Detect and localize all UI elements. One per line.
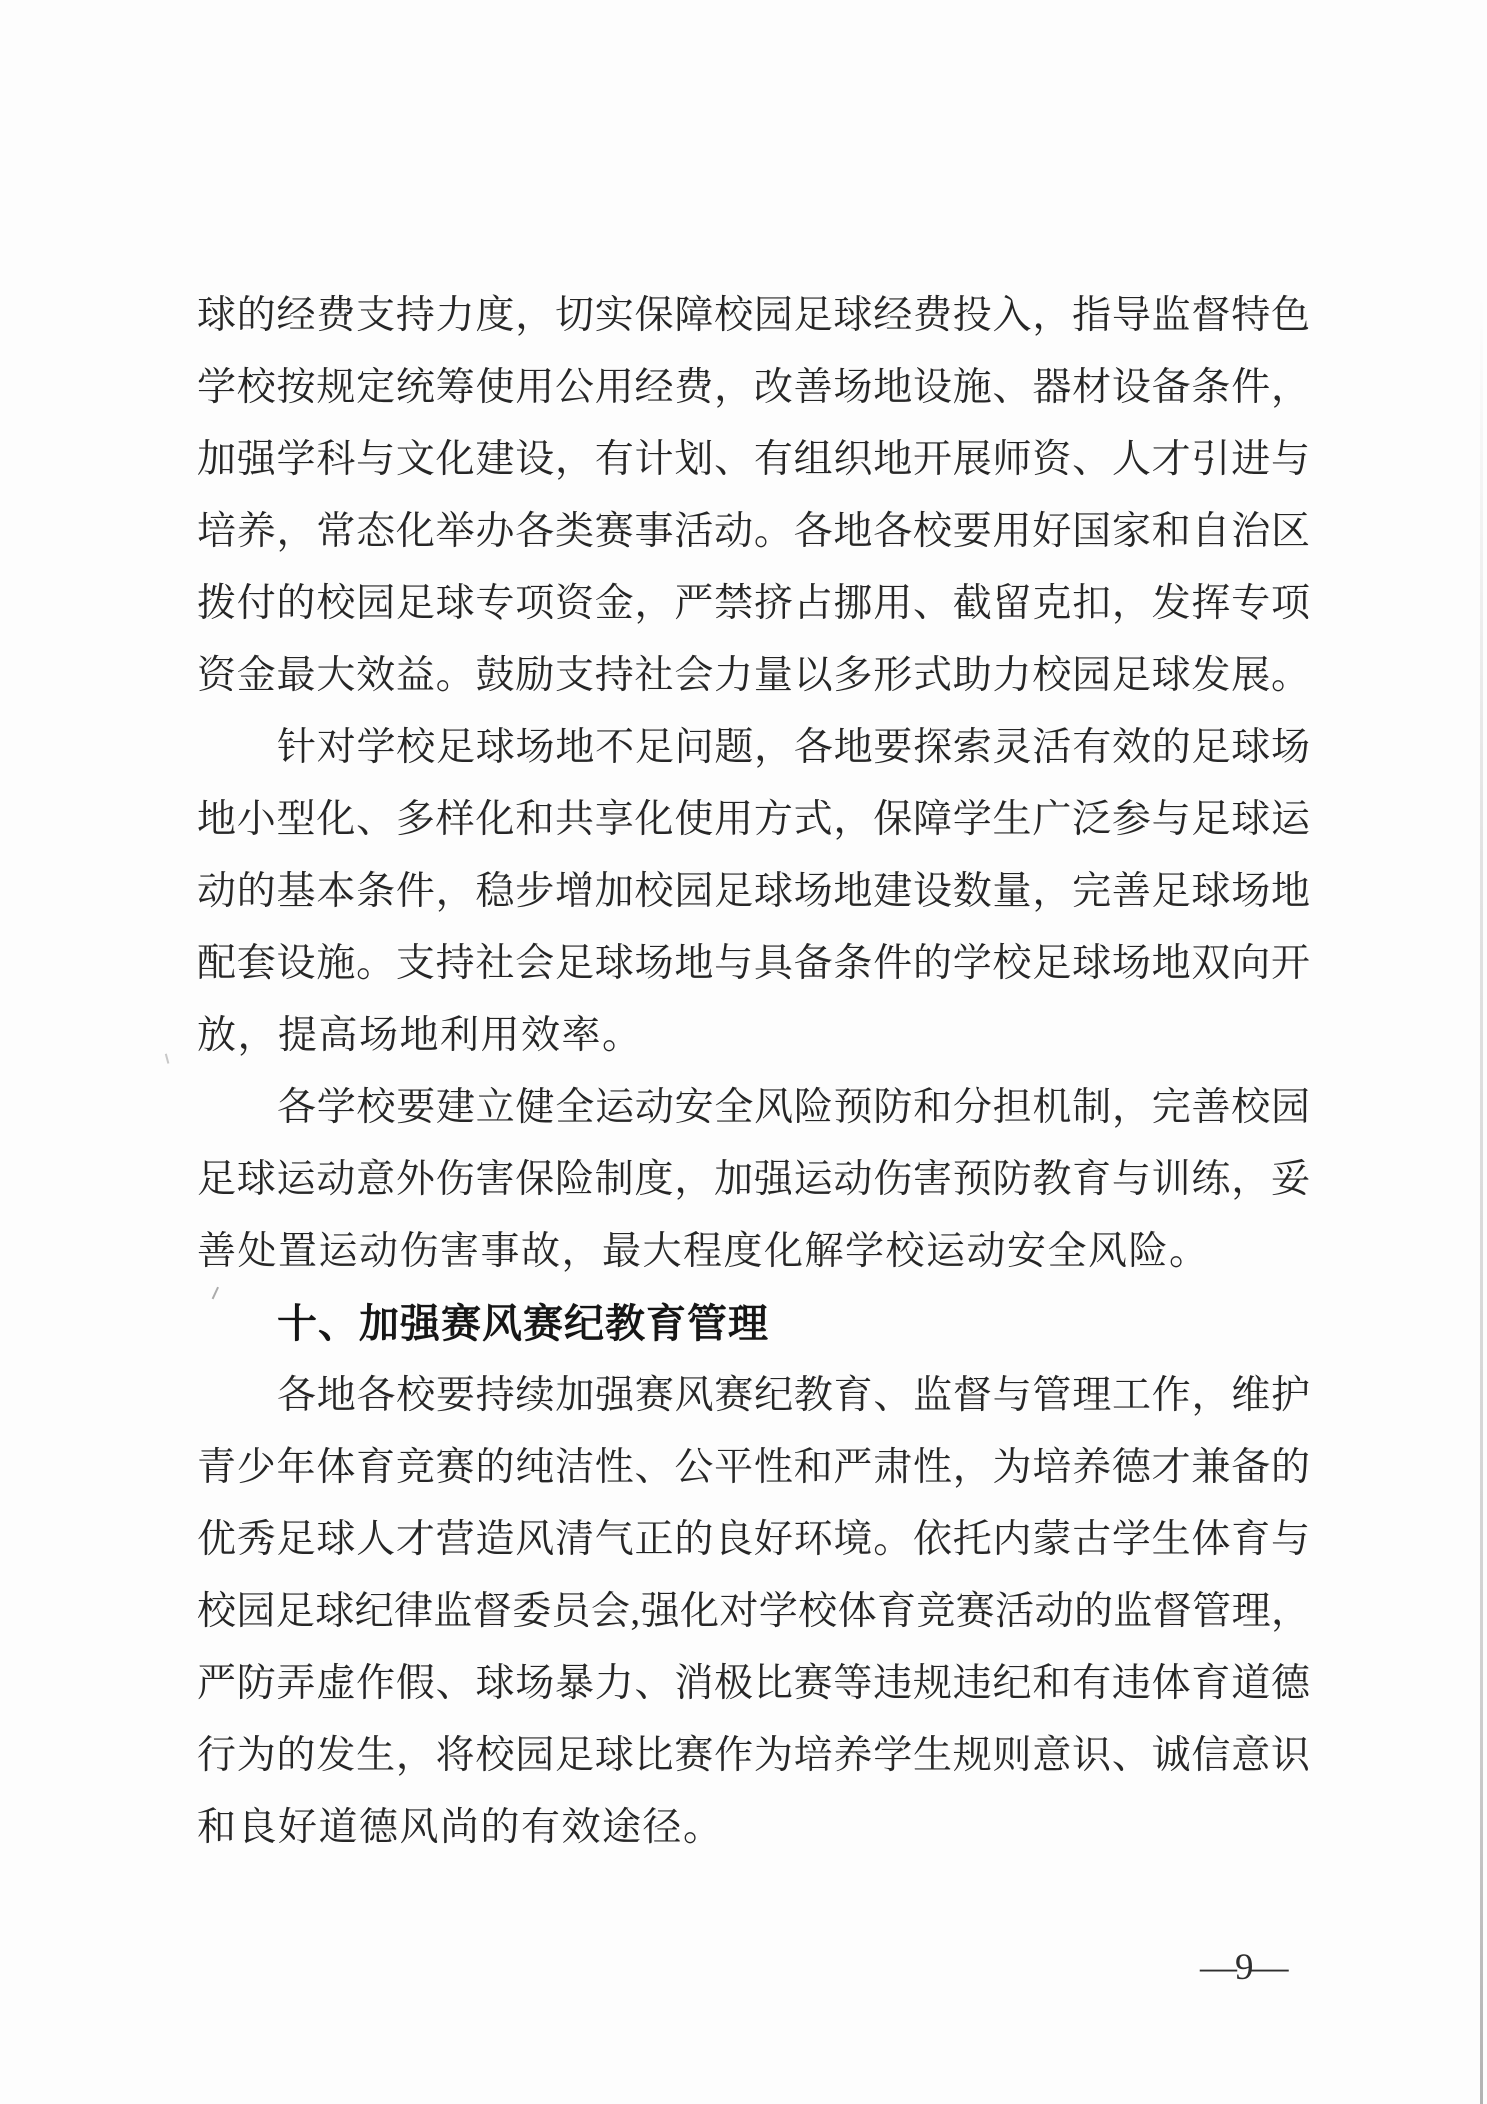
scan-edge-artifact [1480,295,1483,2104]
text-line: 行为的发生，将校园足球比赛作为培养学生规则意识、诚信意识 [197,1734,1310,1777]
text-line: 各学校要建立健全运动安全风险预防和分担机制，完善校园 [277,1086,1310,1129]
text-line: 配套设施。支持社会足球场地与具备条件的学校足球场地双向开 [197,942,1310,985]
text-line: 资金最大效益。鼓励支持社会力量以多形式助力校园足球发展。 [197,654,1310,697]
text-line: 足球运动意外伤害保险制度，加强运动伤害预防教育与训练，妥 [197,1158,1310,1201]
text-line: 和良好道德风尚的有效途径。 [197,1806,724,1849]
text-line: 优秀足球人才营造风清气正的良好环境。依托内蒙古学生体育与 [197,1518,1310,1561]
text-line: 严防弄虚作假、球场暴力、消极比赛等违规违纪和有违体育道德 [197,1662,1310,1705]
text-line: 加强学科与文化建设，有计划、有组织地开展师资、人才引进与 [197,438,1310,481]
page-number: —9— [1200,1947,1287,1988]
text-line: 放，提高场地利用效率。 [197,1014,643,1057]
text-line: 拨付的校园足球专项资金，严禁挤占挪用、截留克扣，发挥专项 [197,582,1310,625]
text-line: 学校按规定统筹使用公用经费，改善场地设施、器材设备条件， [197,366,1310,409]
text-line: 青少年体育竞赛的纯洁性、公平性和严肃性，为培养德才兼备的 [197,1446,1310,1489]
document-body [197,280,1310,1864]
text-line: 培养，常态化举办各类赛事活动。各地各校要用好国家和自治区 [197,510,1310,553]
text-line: 球的经费支持力度，切实保障校园足球经费投入，指导监督特色 [197,294,1310,337]
text-line: 针对学校足球场地不足问题，各地要探索灵活有效的足球场 [277,726,1310,769]
section-heading: 十、加强赛风赛纪教育管理 [277,1302,769,1346]
scan-speckle [165,1052,174,1063]
text-line: 动的基本条件，稳步增加校园足球场地建设数量，完善足球场地 [197,870,1310,913]
text-line: 校园足球纪律监督委员会,强化对学校体育竞赛活动的监督管理， [197,1590,1310,1633]
text-line: 善处置运动伤害事故，最大程度化解学校运动安全风险。 [197,1230,1210,1273]
text-line: 地小型化、多样化和共享化使用方式，保障学生广泛参与足球运 [197,798,1310,841]
text-line: 各地各校要持续加强赛风赛纪教育、监督与管理工作，维护 [277,1374,1310,1417]
